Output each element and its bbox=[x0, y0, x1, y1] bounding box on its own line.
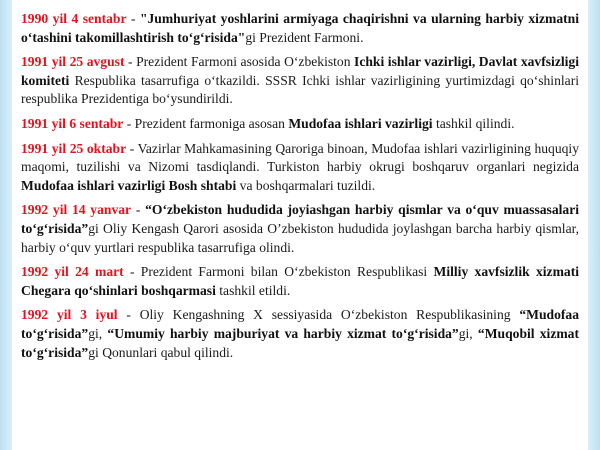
entry-date: 1991 yil 6 sentabr bbox=[21, 115, 124, 131]
timeline-list bbox=[12, 0, 588, 362]
entry-text-bold: Milliy xavfsizlik xizmati Chegara qoʻshinlari boshqarmasi bbox=[21, 264, 579, 298]
entry-text-bold: “Muqobil xizmat toʻgʻrisida” bbox=[21, 325, 580, 360]
entry-date: 1992 yil 3 iyul bbox=[21, 307, 118, 323]
entry-date: 1992 yil 14 yanvar bbox=[21, 202, 132, 218]
entry-date: 1992 yil 24 mart bbox=[21, 264, 124, 280]
entry-date: 1991 yil 25 avgust bbox=[21, 54, 125, 70]
entry-text-bold: “Umumiy harbiy majburiyat va harbiy xizmat toʻgʻrisida” bbox=[107, 325, 459, 341]
entry-text-bold: Mudofaa ishlari vazirligi bbox=[288, 115, 433, 131]
entry-separator: - bbox=[131, 202, 146, 218]
entry-text: va boshqarmalari tuzildi. bbox=[236, 177, 376, 193]
entry-date: 1991 yil 25 oktabr bbox=[21, 140, 127, 156]
entry-text: Respublika tasarrufiga oʻtkazildi. SSSR Ichki ishlar vazirligining yurtimizdagi qoʻshinlari respublika Prezidentiga boʻysundirildi. bbox=[21, 72, 579, 107]
entry-separator: - bbox=[126, 140, 138, 156]
entry-text-bold: “Oʻzbekiston hududida joyiashgan harbiy qismlar va oʻquv muassasalari toʻgʻrisida” bbox=[21, 202, 580, 236]
entry-text: tashkil qilindi. bbox=[432, 115, 515, 131]
entry-text-bold: Mudofaa ishlari vazirligi Bosh shtabi bbox=[21, 177, 237, 193]
entry-separator: - bbox=[117, 307, 140, 323]
entry-text: gi Qonunlari qabul qilindi. bbox=[88, 344, 234, 360]
entry-1991-09-06 bbox=[21, 115, 579, 134]
entry-separator: - bbox=[126, 11, 140, 26]
entry-separator: - bbox=[123, 115, 135, 131]
entry-1990-09-04 bbox=[21, 10, 579, 47]
slide-frame-right bbox=[588, 0, 600, 450]
entry-date: 1990 yil 4 sentabr bbox=[21, 11, 127, 26]
entry-text: Prezident Farmoni bilan Oʻzbekiston Respublikasi bbox=[140, 264, 434, 280]
entry-1992-07-03 bbox=[21, 306, 579, 362]
entry-text: Prezident Farmoni asosida Oʻzbekiston bbox=[136, 54, 355, 70]
entry-text: Oliy Kengashning X sessiyasida Oʻzbekiston Respublikasining bbox=[139, 307, 520, 323]
entry-1991-10-25 bbox=[21, 140, 579, 196]
slide-frame-left bbox=[0, 0, 12, 450]
entry-1992-03-24 bbox=[21, 263, 579, 300]
document-page bbox=[12, 0, 588, 450]
entry-text: Vazirlar Mahkamasining Qaroriga binoan, Mudofaa ishlari vazirligining huquqiy maqomi, tuzilishi va Nizomi tasdiqlandi. Turkiston harbiy okrugi boshqaruv organlari negizida bbox=[21, 140, 579, 175]
entry-text: gi Prezident Farmoni. bbox=[245, 29, 364, 45]
entry-separator: - bbox=[123, 264, 141, 280]
entry-separator: - bbox=[124, 54, 137, 70]
entry-text-bold: Ichki ishlar vazirligi, Davlat xavfsizligi komiteti bbox=[21, 54, 579, 88]
entry-text: tashkil etildi. bbox=[215, 282, 291, 298]
entry-text: gi Oliy Kengash Qarori asosida O’zbekiston hududida joylashgan barcha harbiy qismlar, harbiy oʻquv yurtlari respublika tasarrufiga olindi. bbox=[21, 220, 579, 255]
entry-1991-08-25 bbox=[21, 53, 579, 109]
entry-text: Prezident farmoniga asosan bbox=[134, 115, 289, 131]
entry-text: gi, bbox=[458, 325, 478, 341]
entry-1992-01-14 bbox=[21, 201, 579, 257]
entry-text-bold: “Mudofaa toʻgʻrisida” bbox=[21, 307, 580, 341]
entry-text-bold: "Jumhuriyat yoshlarini armiyaga chaqirishni va ularning harbiy xizmatni oʻtashini takomillashtirish toʻgʻrisida" bbox=[21, 11, 579, 45]
entry-text: gi, bbox=[88, 325, 108, 341]
